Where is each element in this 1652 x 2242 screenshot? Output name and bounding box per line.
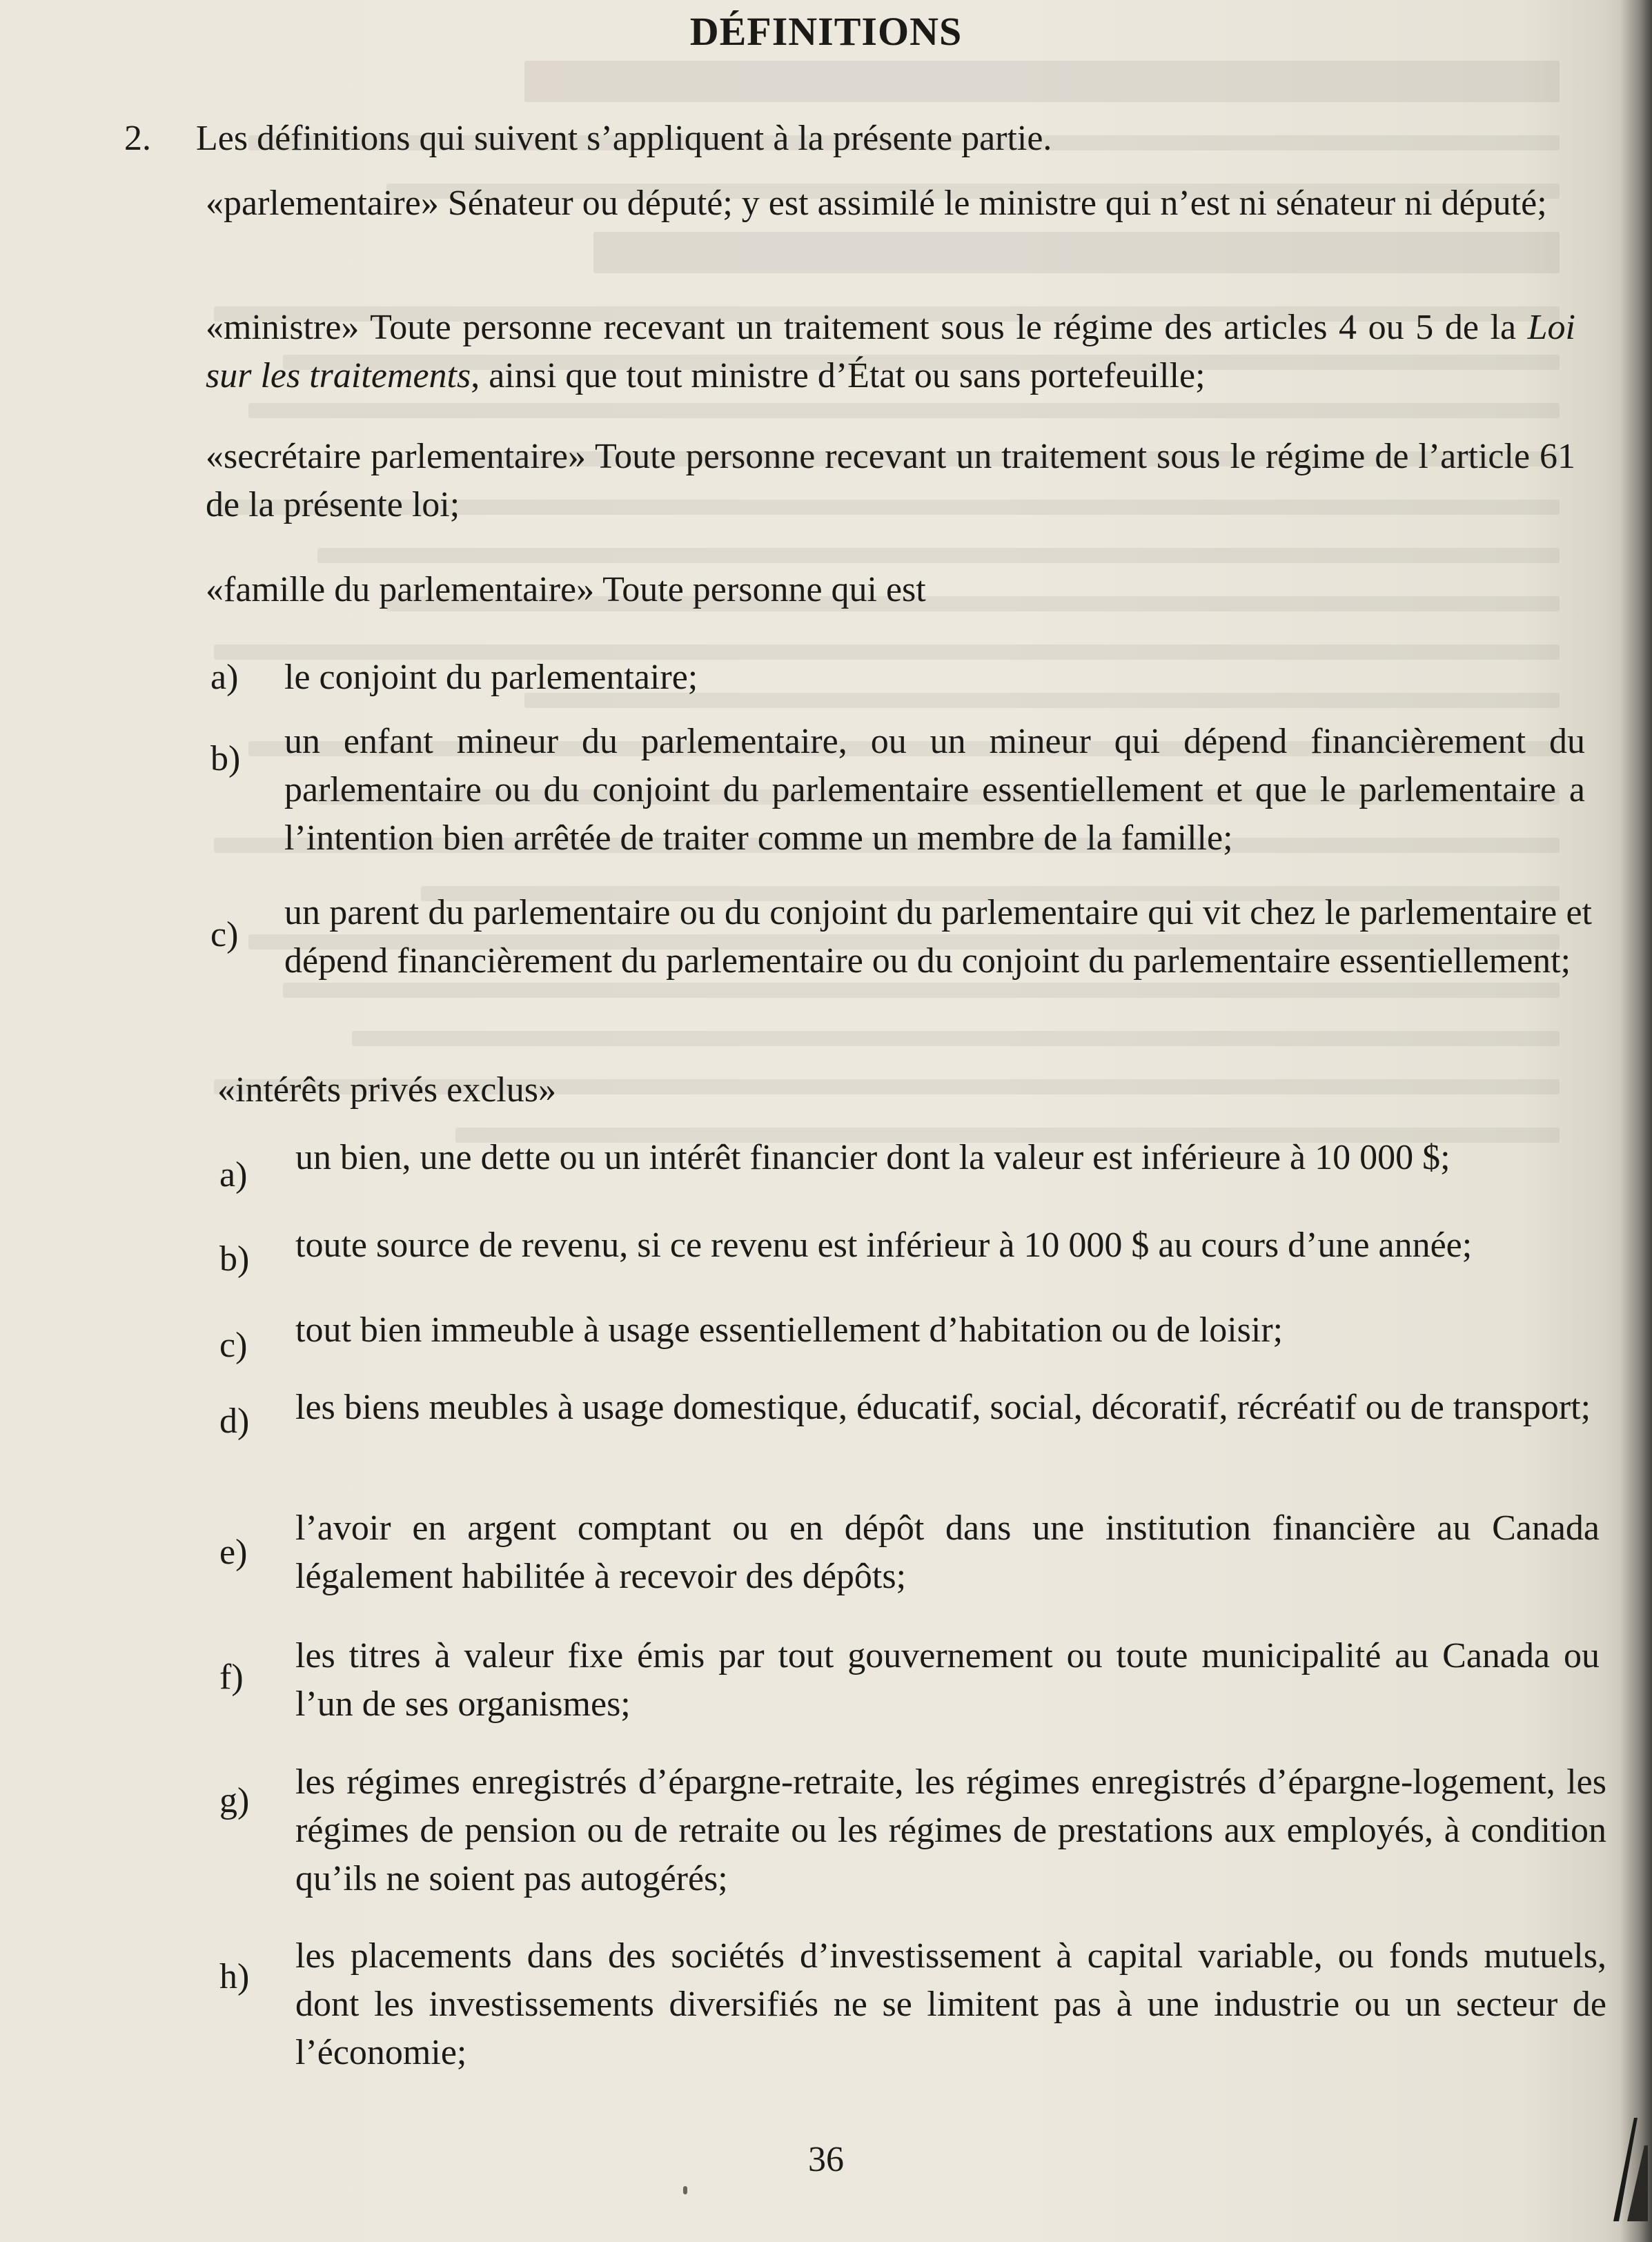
ink-speck — [683, 2186, 687, 2194]
list-item-label: h) — [219, 1957, 250, 1996]
list-item: l’avoir en argent comptant ou en dépôt dans une institution financière au Canada légalement habilitée à recevoir des dépôts; — [295, 1508, 1600, 1596]
definition-interets-prives-exclus: «intérêts privés exclus» — [217, 1070, 556, 1110]
list-item-label: a) — [210, 658, 239, 697]
definition-ministre-text: «ministre» Toute personne recevant un traitement sous le régime des articles 4 ou 5 de la — [206, 308, 1528, 347]
page-number: 36 — [808, 2140, 844, 2179]
list-item: les placements dans des sociétés d’investissement à capital variable, ou fonds mutuels, dont les investissements diversifiés ne se limitent pas à une industrie ou un secteur de l’économie; — [295, 1936, 1606, 2072]
list-item: toute source de revenu, si ce revenu est inférieur à 10 000 $ au cours d’une année; — [295, 1226, 1473, 1265]
section-intro: Les définitions qui suivent s’appliquent à la présente partie. — [196, 119, 1052, 158]
definition-famille: «famille du parlementaire» Toute personne qui est — [206, 570, 926, 609]
list-item-label: d) — [219, 1402, 250, 1441]
list-item: les régimes enregistrés d’épargne-retraite, les régimes enregistrés d’épargne-logement, les régimes de pension ou de retraite ou les régimes de prestations aux employés, à condition qu’ils ne soient pas autogérés; — [295, 1762, 1606, 1898]
list-item-label: c) — [210, 915, 239, 954]
list-item-label: e) — [219, 1533, 248, 1572]
definition-parlementaire: «parlementaire» Sénateur ou député; y est assimilé le ministre qui n’est ni sénateur ni député; — [206, 184, 1547, 223]
definition-ministre — [206, 304, 1575, 400]
list-item-label: b) — [210, 739, 241, 778]
list-item: les titres à valeur fixe émis par tout gouvernement ou toute municipalité au Canada ou l’un de ses organismes; — [295, 1636, 1600, 1724]
list-item-label: c) — [219, 1326, 248, 1365]
list-item: un enfant mineur du parlementaire, ou un mineur qui dépend financièrement du parlementaire ou du conjoint du parlementaire essentiellement et que le parlementaire a l’intention bien arrêtée de traiter comme un membre de la famille; — [284, 722, 1585, 858]
list-item-label: b) — [219, 1239, 250, 1279]
list-item: un bien, une dette ou un intérêt financier dont la valeur est inférieure à 10 000 $; — [295, 1138, 1451, 1177]
section-number: 2. — [124, 119, 151, 158]
definition-secretaire-parlementaire: «secrétaire parlementaire» Toute personne recevant un traitement sous le régime de l’article 61 de la présente loi; — [206, 437, 1575, 524]
page-title: DÉFINITIONS — [689, 9, 963, 54]
list-item: les biens meubles à usage domestique, éducatif, social, décoratif, récréatif ou de transport; — [295, 1388, 1591, 1427]
list-item-label: f) — [219, 1658, 244, 1697]
binding-edge — [1620, 0, 1652, 2242]
list-item: un parent du parlementaire ou du conjoint du parlementaire qui vit chez le parlementaire et dépend financièrement du parlementaire ou du conjoint du parlementaire essentiellement; — [284, 893, 1592, 981]
list-item-label: a) — [219, 1155, 248, 1194]
act-title-italic: Loi sur les traitements — [206, 308, 1575, 395]
list-item-label: g) — [219, 1781, 250, 1820]
list-item: le conjoint du parlementaire; — [284, 658, 698, 697]
definition-ministre-text-end: , ainsi que tout ministre d’État ou sans portefeuille; — [471, 356, 1206, 395]
list-item: tout bien immeuble à usage essentiellement d’habitation ou de loisir; — [295, 1310, 1284, 1350]
